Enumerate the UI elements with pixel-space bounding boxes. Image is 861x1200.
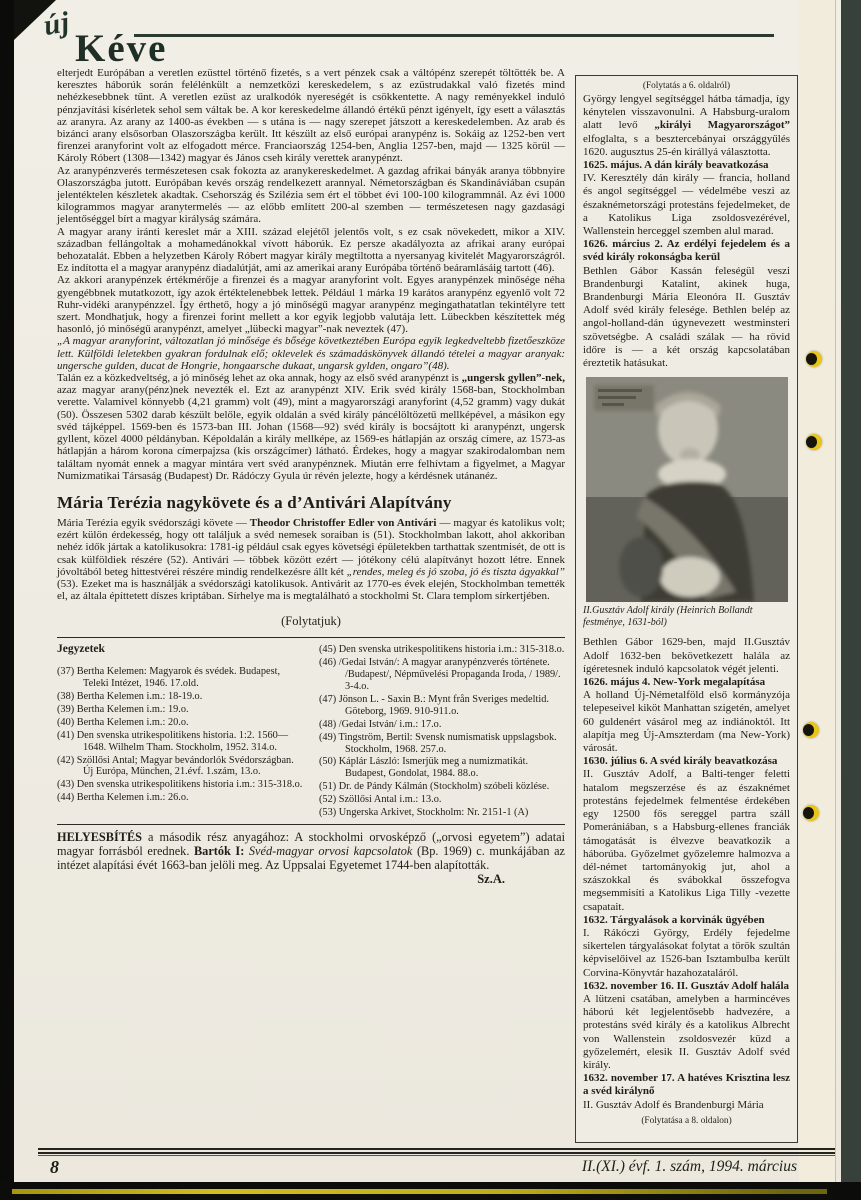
chronology-entry-body: II. Gusztáv Adolf és Brandenburgi Mária	[583, 1098, 764, 1111]
chronology-entry-heading: 1625. május. A dán király beavatkozása	[583, 159, 769, 172]
horizontal-rule	[57, 824, 565, 825]
horizontal-rule	[57, 637, 565, 638]
text-run: azaz magyar arany(pénz)nek nevezték el. Ezt az aranypénzt XIV. Erik svéd király 1568-ban, Stockholmban verette. Valamivel könnyebb (4,21 gramm) volt (49), mint a magyarországi aranyforint (4,52 gramm) vagy dukát (50). Összesen 5302 darab készült belőle, egyik oldalán a svéd király páncélöltözetű mellképével, a másikon egy svéd tájképpel. 1569-ben és 1573-ban III. Johan (1568—92) svéd király is bocsájtott ki aranypénzt, ungersk gyllent, közel 4000 példányban. Képoldalán a király mellképe, az 1569-es hátlapján az ország címere, az 1573-as hátlapján a három korona címerpajzsa (kis országcímer) látható. Érdekes, hogy a magyar szakirodalomban nem találtam nyomát ennek a magyar mintára vert svéd aranypénznek. Miután erre felhívtam a figyelmet, a Magyar Numizmatikai Társaság (Budapest) Dr. Rádóczy Gyula úr révén jelezte, hogy a kérdésnek utánanéz.	[57, 384, 565, 482]
continues-on-note: (Folytatása a 8. oldalon)	[641, 1115, 732, 1126]
to-be-continued-note: (Folytatjuk)	[281, 614, 341, 629]
article-quote-paragraph: „A magyar aranyforint, változatlan jó minősége és bősége következtében Európa egyik legkedveltebb fizetőeszköze lett. Külföldi leletekben gyakran fordulnak elő; oklevelek és számadáskönyvek állandó tételei a magyar aranyak: ungersche gulden, ducat de Hongrie, hongaarsche dukaat, ungarsk gylden, ongaro”(48).	[57, 335, 565, 372]
italic-title: Svéd-magyar orvosi kapcsolatok	[244, 843, 413, 858]
chronology-entry-heading: 1626. március 2. Az erdélyi fejedelem és a svéd király rokonságba kerül	[583, 238, 790, 264]
footnote: (40) Bertha Kelemen i.m.: 20.o.	[57, 716, 189, 728]
bold-name: Bartók I:	[193, 843, 245, 858]
scan-bed-right-strip	[841, 0, 861, 1200]
footnote: (53) Ungerska Arkivet, Stockholm: Nr. 2151-1 (A)	[319, 807, 529, 819]
chronology-paragraph: Bethlen Gábor 1629-ben, majd II.Gusztáv Adolf 1632-ben bekövetkezett halála az ígéretesnek induló kapcsolatok végét jelenti.	[583, 636, 790, 675]
page-content	[57, 54, 798, 1143]
section-heading: Mária Terézia nagykövete és a d’Antivári Alapítvány	[57, 492, 452, 512]
article-paragraph	[57, 372, 565, 482]
correction-signature: Sz.A.	[477, 871, 505, 886]
chronology-entry-body: A holland Új-Németalföld első kormányzója telepeseivel kiköt Manhattan szigetén, amelyet 60 guldenért vásárol meg az indiánoktól. Itt alapítja meg Új-Amszterdam (ma New-York) városát.	[583, 689, 790, 755]
portrait-caption: II.Gusztáv Adolf király (Heinrich Bollandt festménye, 1631-ból)	[583, 605, 753, 628]
chronology-entry-body: IV. Keresztély dán király — francia, holland és angol segítséggel — védelmébe veszi az északnémetországi protestáns fejedelmeket, de a Katolikus Liga zsoldosvezérével, Wallenstein herceggel szemben alul marad.	[583, 172, 790, 238]
main-article-column	[57, 54, 565, 1143]
footnote: (47) Jönson L. - Saxin B.: Mynt från Sveriges medeltid. Göteborg, 1969. 910-911.o.	[319, 693, 549, 717]
footnotes-right-column	[319, 644, 565, 820]
punch-hole	[803, 722, 819, 738]
footnote: (49) Tingström, Bertil: Svensk numismatisk uppslagsbok. Stockholm, 1968. 257.o.	[319, 731, 557, 755]
chronology-entry-heading: 1632. november 16. II. Gusztáv Adolf halála	[583, 979, 790, 992]
masthead-rule	[134, 34, 774, 37]
footnote: (41) Den svenska utrikespolitikens historia. 1:2. 1560—1648. Wilhelm Tham. Stockholm, 1952. 314.o.	[57, 729, 289, 753]
chronology-sidebar-box	[575, 75, 798, 1143]
chronology-entry-body: I. Rákóczi György, Erdély fejedelme sikertelen tárgyalásokat folytat a török szultán képviselőivel az 1526-ban Isztambulba került Corvina-Könyvtár hazahozataláról.	[583, 926, 790, 979]
footnote: (45) Den svenska utrikespolitikens historia i.m.: 315-318.o.	[319, 644, 565, 656]
text-run: elfoglalta, s a besztercebányai országgyűlés 1620. augusztus 25-én királlyá választotta.	[583, 132, 790, 158]
footnote: (42) Szöllősi Antal; Magyar bevándorlók Svédországban. Új Európa, München, 21.évf. 1.szám, 13.o.	[57, 754, 294, 778]
chronology-entry-heading: 1632. november 17. A hatéves Krisztina lesz a svéd királynő	[583, 1072, 790, 1098]
chronology-entry-body: Bethlen Gábor Kassán feleségül veszi Brandenburgi Katalint, akinek huga, Brandenburgi Mária Eleonóra II. Gusztáv Adolf svéd király felesége. Bethlen belép az angol-holland-dán úgynevezett westminsteri szövetségbe. A családi szálak — ha rövid időre is — a két ország kapcsolatában éreztetik hatásukat.	[583, 264, 790, 370]
magazine-page	[14, 0, 841, 1183]
footnote: (39) Bertha Kelemen i.m.: 19.o.	[57, 703, 189, 715]
chronology-entry-body: A lützeni csatában, amelyben a harmincéves háború két legjelentősebb hadvezére, a protestáns svéd király és a katolikus Albrecht von Wallenstein zsoldosvezér küzd a győzelemért, elesik II. Gusztáv Adolf svéd király.	[583, 992, 790, 1071]
chronology-entry-heading: 1630. július 6. A svéd király beavatkozása	[583, 755, 778, 768]
bold-term: „királyi Magyarországot”	[654, 119, 790, 132]
footer-double-rule	[38, 1148, 835, 1156]
binder-margin-strip	[799, 0, 835, 1183]
footnote: (43) Den svenska utrikespolitikens historia i.m.: 315-318.o.	[57, 779, 303, 791]
article-paragraph: A magyar arany iránti kereslet már a XIII. század elejétől jelentős volt, s ez csak növekedett, mikor a XIV. században fellángoltak a mohamedánokkal vívott háborúk. Ez persze akadályozta az afrikai arany európai behozatalát. Ebben a helyzetben Károly Róbert magyar király megtiltotta a nyersanyag kivitelét Magyarországról. Ez indította el a magyar aranypénz diadalútját, ami az amerikai arany Európába történő beáramlásáig tartott (46).	[57, 225, 565, 275]
scan-bed-left-strip	[0, 0, 14, 1200]
continued-from-note: (Folytatás a 6. oldalról)	[642, 81, 731, 91]
text-run: Talán ez a közkedveltség, a jó minőség lehet az oka annak, hogy az első svéd aranypénzt is	[57, 372, 462, 385]
footnote: (48) /Gedai István/ i.m.: 17.o.	[319, 718, 442, 730]
correction-note	[57, 831, 565, 873]
punch-hole	[806, 434, 822, 450]
footnotes-left-column	[57, 644, 303, 820]
text-run: (Bp. 1969) c. munkájában az intézet alapítási évét 1663-ban jelöli meg. Az Uppsalai Egyetemet 1744-ben alapították.	[57, 843, 565, 872]
text-run: a második rész anyagához: A stockholmi orvosképző („orvosi egyetem”) adatai magyar forrásból erednek.	[57, 830, 565, 858]
footnote: (37) Bertha Kelemen: Magyarok és svédek. Budapest, Teleki Intézet, 1946. 17.old.	[57, 666, 281, 690]
article-paragraph: Az akkori aranypénzek értékmérője a firenzei és a magyar aranyforint volt. Egyes aranypénzek minősége néha gyengébbnek mutatkozott, így azok értéktelenebbek lettek. Például 1 márka 19 karátos aranypénz egyenlő volt 72 Ruhr-vidéki aranypénzzel. Így érthető, hogy a jó minőségű magyar aranypénz megingathatatlan tekintélyre tett szert. Mondhatjuk, hogy a firenzei forint mellett a kor egyik legjobb valutája lett. Lübeckben készítettek még hasonló, jó minőségű aranypénzt, amelyet „lübecki magyar”-nak neveztek (47).	[57, 274, 565, 336]
text-run: György lengyel segítséggel hátba támadja, így kénytelen visszavonulni. A Habsburg-uralom alatt levő	[583, 93, 790, 132]
logo-script-uj: új	[41, 5, 73, 43]
footnote: (50) Káplár László: Ismerjük meg a numizmatikát. Budapest, Gondolat, 1984. 88.o.	[319, 756, 529, 780]
page-number: 8	[50, 1157, 59, 1177]
yellow-edge-line	[12, 1189, 827, 1194]
footnote: (38) Bertha Kelemen i.m.: 18-19.o.	[57, 691, 203, 703]
text-run: — magyar és katolikus volt; ezért külön érdekesség, hogy ott találjuk a svéd nemesek soraiban is (51). Stockholmban lakott, ahol akkoriban nehéz idők jártak a katolikusokra: 1781-ig például csak egyes követségi épületekben tarthattak szentmisét, de ott is csak külföldiek részére (52). Antivári — többek között ezért — jótékony célú alapítványt hozott létre. Ennek jóvoltából beteg hittestvérei részére mindig rendelkezésre állt két	[57, 516, 566, 578]
punch-hole	[806, 351, 822, 367]
chronology-entry-heading: 1626. május 4. New-York megalapítása	[583, 676, 766, 689]
footnotes-heading: Jegyzetek	[57, 643, 105, 656]
bold-name: Theodor Christoffer Edler von Antivári	[249, 516, 437, 529]
chronology-paragraph	[583, 93, 790, 159]
footnote: (46) /Gedai István/: A magyar aranypénzverés története. /Budapest/, Népművelési Propaganda Iroda, / 1989/. 3-4.o.	[319, 657, 561, 693]
article-paragraph: elterjedt Európában a veretlen ezüsttel történő fizetés, s a vert pénzek csak a váltópénz szerepét töltötték be. A keresztes háborúk során felélénkült a nemzetközi kereskedelem, s az ezüstrudakkal való fizetés mind nehézkesebbnek tűnt. A veretlen ezüst az uralkodók nyereségét is csökkentette. A nagy reményekkel induló pénzjavítási kísérletek sehol sem váltak be. A kor kereskedelme állandó értékű pénzt igényelt, így esett a választás az aranyra. Az arany az 1400-as években — s utána is — nagy szerepet játszott a kereskedelemben. Az arab és bizánci arany elsősorban Olaszországba került. Itt készült az első európai aranypénz is. Sokáig az 1252-ben vert firenzei aranyforint volt az elfogadott mérce. Franciaország 1254-ben, Anglia 1257-ben, majd — 1325 körül — Károly Róbert (1308—1342) magyar és János cseh király verettek aranypénzt.	[57, 67, 565, 165]
bold-term: „ungersk gyllen”-nek,	[461, 372, 565, 385]
portrait-image-gustav-adolf	[586, 377, 788, 602]
chronology-entry-heading: 1632. Tárgyalások a korvinák ügyében	[583, 913, 765, 926]
footnote: (51) Dr. de Pándy Kálmán (Stockholm) szóbeli közlése.	[319, 781, 550, 793]
correction-label: HELYESBÍTÉS	[57, 830, 142, 845]
italic-quote: „rendes, meleg és jó szoba, jó és tiszta ágyakkal”	[346, 565, 565, 578]
article-paragraph: Az aranypénzverés természetesen csak fokozta az aranykereskedelmet. A gazdag afrikai bányák aranya többnyire Olaszországba jutott. Európában kevés ország rendelkezett arannyal. Németországban és Skandináviában csupán jelentéktelen készletek akadtak. Csehország és Szilézia sem ért el többet évi 100-100 kilogrammnál. Az évi 1000 kilogrammos magyar aranytermelés — az előbb említett 200-al szemben — természetesen nagy gazdasági jelentőséggel bírt a magyar királyság számára.	[57, 164, 565, 226]
issue-label: II.(XI.) évf. 1. szám, 1994. március	[581, 1158, 797, 1175]
article-paragraph	[57, 517, 565, 602]
punch-hole	[803, 805, 819, 821]
scan-bottom-band	[0, 1182, 861, 1200]
footnotes-section	[57, 644, 565, 820]
text-run: Mária Terézia egyik svédországi követe —	[57, 516, 250, 529]
page-edge-line	[835, 0, 836, 1183]
text-run: (53). Ezeket ma is használják a svédországi katolikusok. Antivárit az 1770-es évek elején, Stockholmban temették el, az általa építtetett díszes kriptában. Sírhelye ma is megtalálható a stockholmi St. Clara templom sírkertjében.	[57, 577, 565, 603]
logo-keve: Kéve	[75, 27, 168, 70]
footnote: (44) Bertha Kelemen i.m.: 26.o.	[57, 792, 189, 804]
chronology-entry-body: II. Gusztáv Adolf, a Balti-tenger feletti hatalom megszerzése és az északnémet protestáns fejedelmek felmentése érdekében egy 12500 fős sereggel partra száll Pomerániában, s a Habsburg-ellenes franciák támogatását is élvezve beavatkozik a háborúba. Győzelmet győzelemre halmozva a dél-német tartományokig jut, ahol a szászokkal és svábokkal összefogva megsemmisíti a Katolikus Liga Tilly -vezette csapatait.	[583, 768, 790, 913]
footnote: (52) Szöllősi Antal i.m.: 13.o.	[319, 794, 442, 806]
